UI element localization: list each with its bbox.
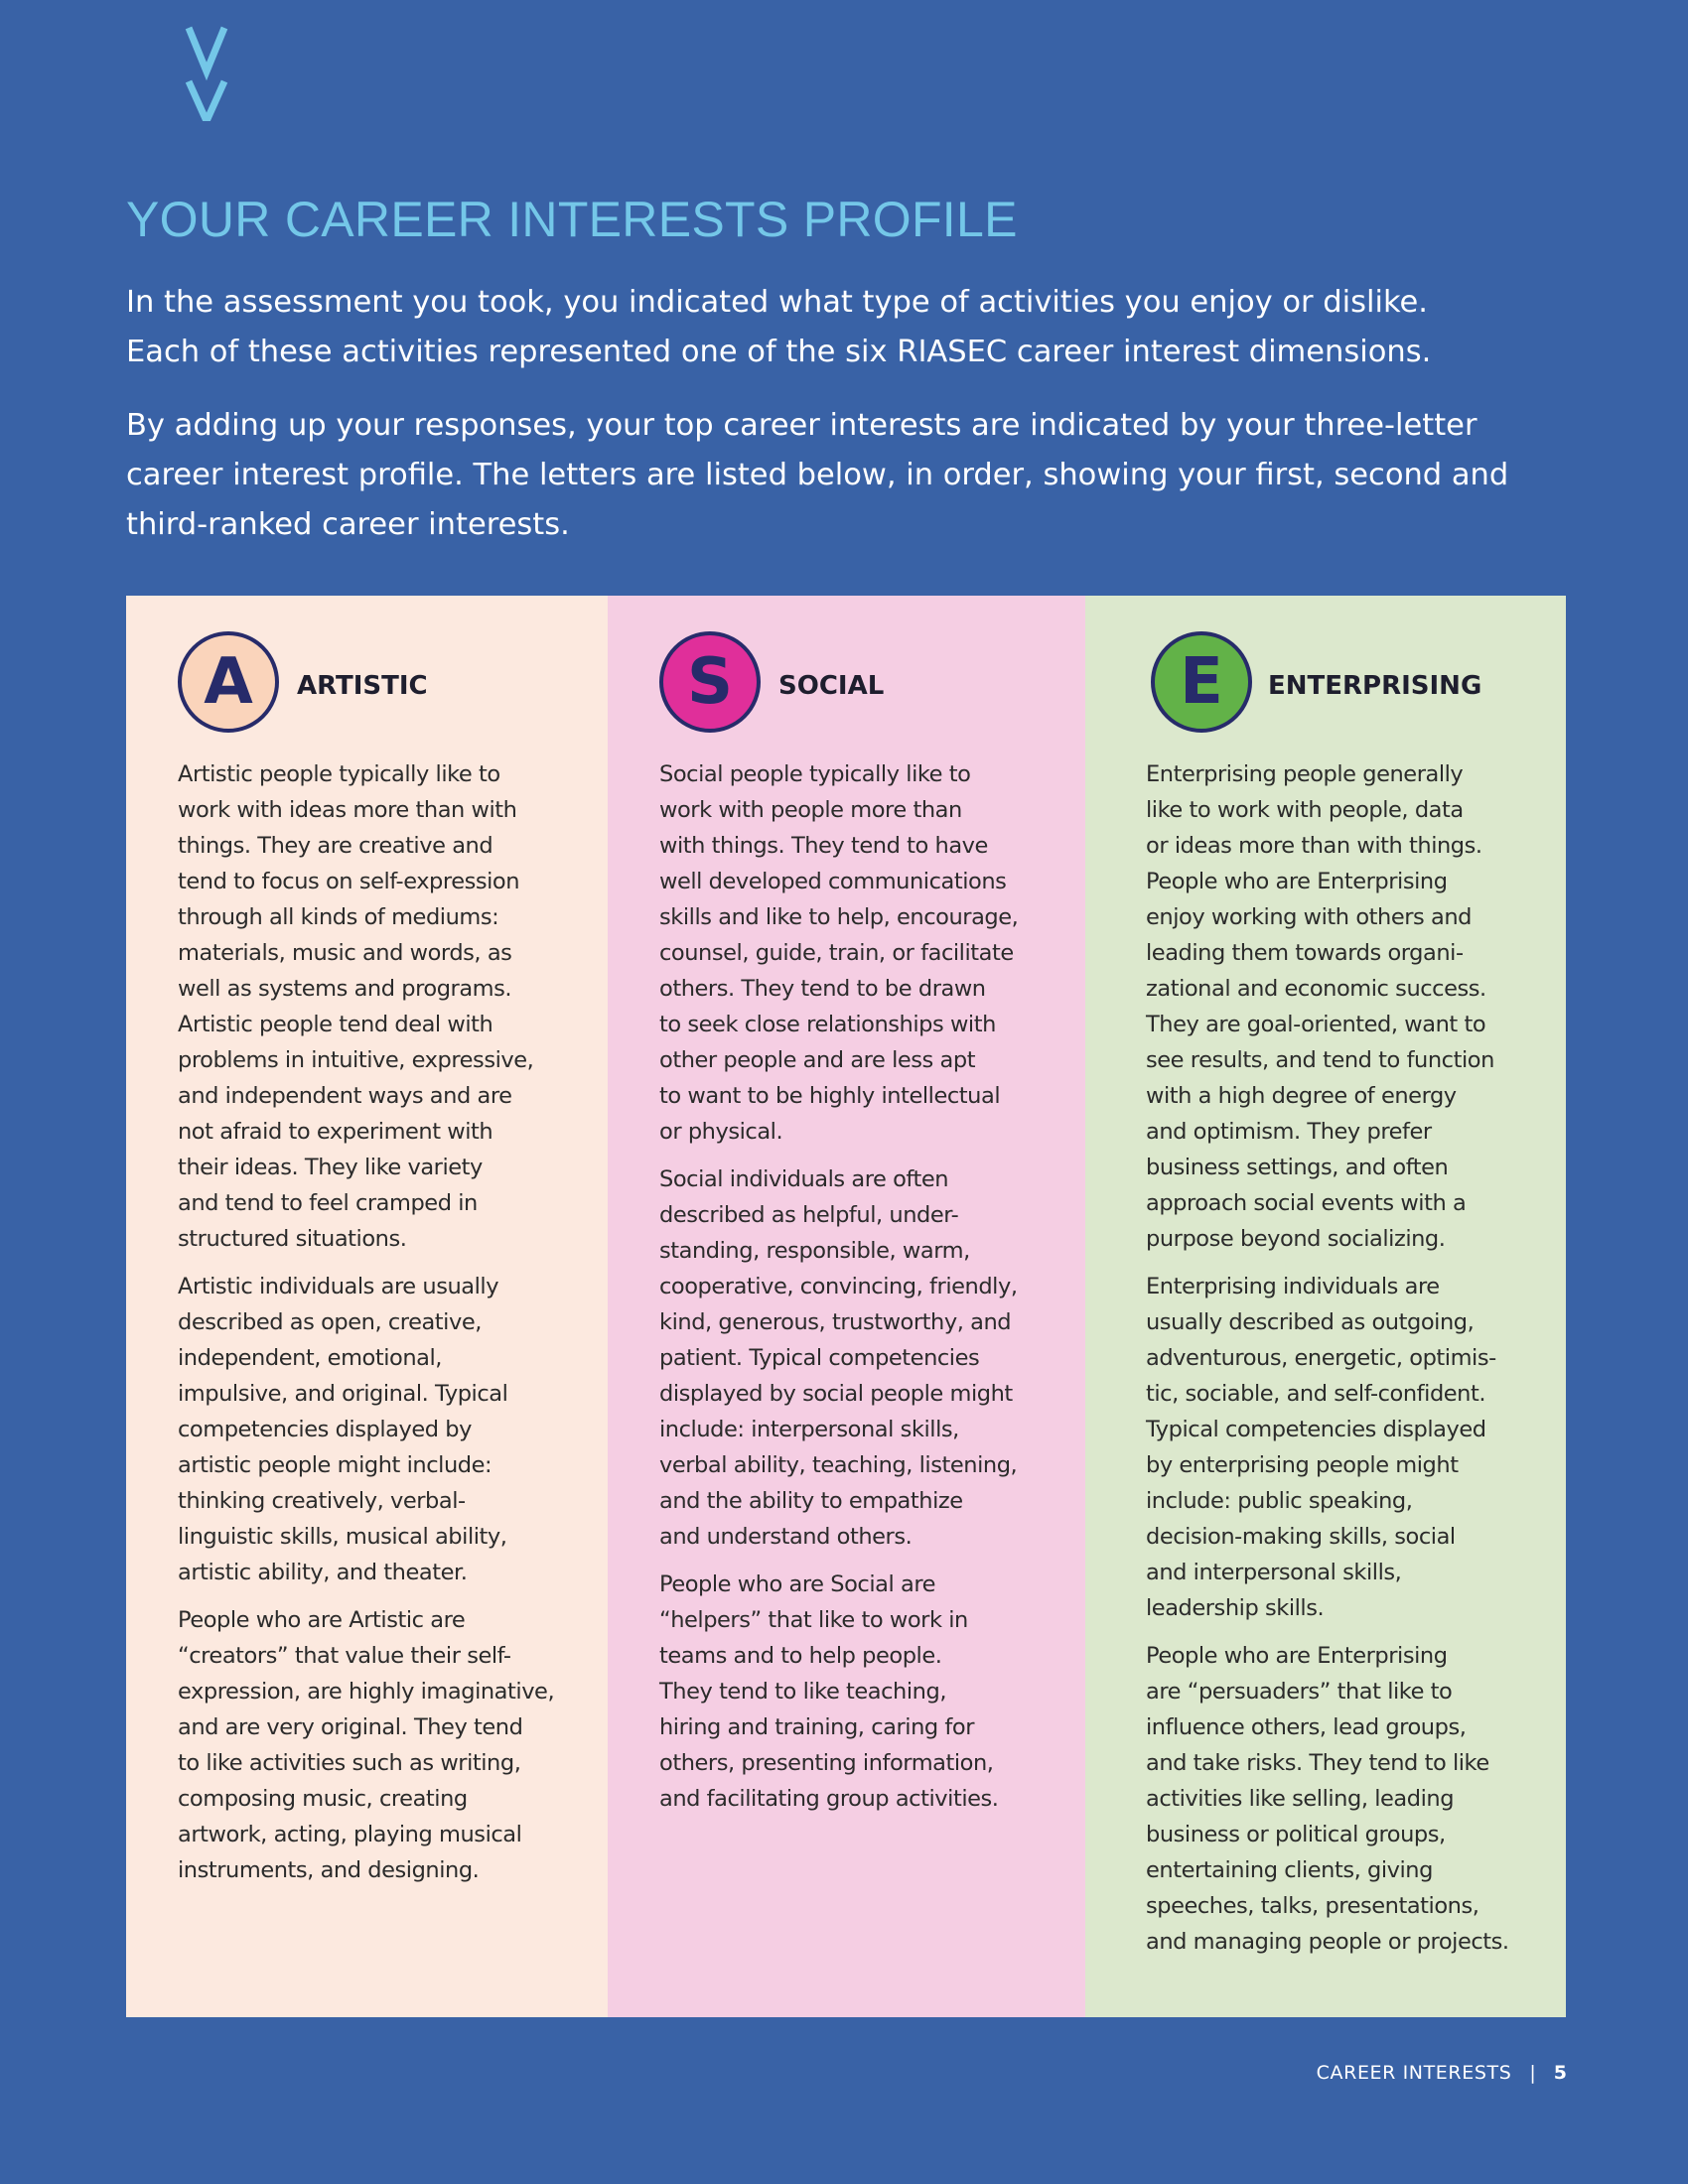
text-line: approach social events with a bbox=[1146, 1190, 1467, 1216]
intro-text bbox=[126, 278, 1576, 574]
text-line: business or political groups, bbox=[1146, 1822, 1446, 1847]
text-line: and take risks. They tend to like bbox=[1146, 1750, 1489, 1776]
social-paragraph bbox=[659, 1161, 1066, 1555]
text-line: adventurous, energetic, optimis- bbox=[1146, 1345, 1496, 1371]
text-line: others. They tend to be drawn bbox=[659, 976, 986, 1002]
text-line: or physical. bbox=[659, 1119, 783, 1145]
intro-line: third-ranked career interests. bbox=[126, 507, 570, 542]
text-line: see results, and tend to function bbox=[1146, 1047, 1494, 1073]
text-line: by enterprising people might bbox=[1146, 1452, 1459, 1478]
text-line: are “persuaders” that like to bbox=[1146, 1679, 1453, 1705]
text-line: speeches, talks, presentations, bbox=[1146, 1893, 1479, 1919]
social-paragraph bbox=[659, 756, 1066, 1150]
intro-line: career interest profile. The letters are listed below, in order, showing your first, second and bbox=[126, 458, 1509, 492]
enterprising-description bbox=[1146, 756, 1553, 1972]
text-line: well developed communications bbox=[659, 869, 1007, 894]
intro-line: In the assessment you took, you indicated what type of activities you enjoy or dislike. bbox=[126, 285, 1428, 320]
artistic-paragraph bbox=[178, 1602, 585, 1888]
text-line: described as helpful, under- bbox=[659, 1202, 959, 1228]
social-letter-badge: S bbox=[659, 631, 761, 733]
text-line: and tend to feel cramped in bbox=[178, 1190, 478, 1216]
page-footer bbox=[1317, 2062, 1567, 2084]
social-description bbox=[659, 756, 1066, 1829]
text-line: to like activities such as writing, bbox=[178, 1750, 521, 1776]
text-line: materials, music and words, as bbox=[178, 940, 512, 966]
page-title: YOUR CAREER INTERESTS PROFILE bbox=[126, 192, 1018, 247]
text-line: patient. Typical competencies bbox=[659, 1345, 980, 1371]
intro-line: By adding up your responses, your top career interests are indicated by your three-letter bbox=[126, 408, 1477, 443]
intro-line: Each of these activities represented one of the six RIASEC career interest dimensions. bbox=[126, 335, 1432, 369]
text-line: tic, sociable, and self-confident. bbox=[1146, 1381, 1486, 1407]
text-line: zational and economic success. bbox=[1146, 976, 1486, 1002]
artistic-paragraph bbox=[178, 756, 585, 1257]
text-line: teams and to help people. bbox=[659, 1643, 942, 1669]
text-line: entertaining clients, giving bbox=[1146, 1857, 1433, 1883]
text-line: counsel, guide, train, or facilitate bbox=[659, 940, 1014, 966]
text-line: instruments, and designing. bbox=[178, 1857, 480, 1883]
text-line: and managing people or projects. bbox=[1146, 1929, 1509, 1955]
text-line: People who are Artistic are bbox=[178, 1607, 466, 1633]
text-line: artistic people might include: bbox=[178, 1452, 492, 1478]
text-line: impulsive, and original. Typical bbox=[178, 1381, 508, 1407]
text-line: composing music, creating bbox=[178, 1786, 468, 1812]
text-line: described as open, creative, bbox=[178, 1309, 482, 1335]
text-line: leadership skills. bbox=[1146, 1595, 1325, 1621]
enterprising-paragraph bbox=[1146, 1269, 1553, 1626]
text-line: include: public speaking, bbox=[1146, 1488, 1413, 1514]
text-line: kind, generous, trustworthy, and bbox=[659, 1309, 1012, 1335]
text-line: with things. They tend to have bbox=[659, 833, 988, 859]
enterprising-letter-badge: E bbox=[1151, 631, 1252, 733]
profile-cards bbox=[126, 596, 1566, 2017]
enterprising-paragraph bbox=[1146, 756, 1553, 1257]
text-line: enjoy working with others and bbox=[1146, 904, 1472, 930]
text-line: standing, responsible, warm, bbox=[659, 1238, 970, 1264]
double-chevron-down-icon bbox=[185, 22, 228, 121]
footer-section-label: CAREER INTERESTS bbox=[1316, 2062, 1512, 2084]
text-line: Enterprising people generally bbox=[1146, 761, 1464, 787]
text-line: work with ideas more than with bbox=[178, 797, 517, 823]
text-line: business settings, and often bbox=[1146, 1155, 1449, 1180]
enterprising-heading: ENTERPRISING bbox=[1268, 671, 1482, 701]
text-line: displayed by social people might bbox=[659, 1381, 1013, 1407]
artistic-letter-badge: A bbox=[178, 631, 279, 733]
text-line: work with people more than bbox=[659, 797, 962, 823]
text-line: competencies displayed by bbox=[178, 1417, 472, 1442]
text-line: decision-making skills, social bbox=[1146, 1524, 1456, 1550]
text-line: “creators” that value their self- bbox=[178, 1643, 511, 1669]
text-line: and independent ways and are bbox=[178, 1083, 512, 1109]
text-line: Artistic individuals are usually bbox=[178, 1274, 499, 1299]
text-line: linguistic skills, musical ability, bbox=[178, 1524, 507, 1550]
text-line: things. They are creative and bbox=[178, 833, 493, 859]
text-line: Artistic people typically like to bbox=[178, 761, 500, 787]
text-line: “helpers” that like to work in bbox=[659, 1607, 968, 1633]
text-line: verbal ability, teaching, listening, bbox=[659, 1452, 1018, 1478]
text-line: activities like selling, leading bbox=[1146, 1786, 1455, 1812]
text-line: problems in intuitive, expressive, bbox=[178, 1047, 534, 1073]
page-number: 5 bbox=[1553, 2062, 1567, 2084]
text-line: to want to be highly intellectual bbox=[659, 1083, 1001, 1109]
artistic-description bbox=[178, 756, 585, 1900]
footer-separator: | bbox=[1529, 2062, 1536, 2084]
text-line: include: interpersonal skills, bbox=[659, 1417, 959, 1442]
text-line: influence others, lead groups, bbox=[1146, 1714, 1467, 1740]
text-line: and facilitating group activities. bbox=[659, 1786, 999, 1812]
text-line: their ideas. They like variety bbox=[178, 1155, 483, 1180]
text-line: They are goal-oriented, want to bbox=[1146, 1012, 1486, 1037]
text-line: purpose beyond socializing. bbox=[1146, 1226, 1446, 1252]
text-line: hiring and training, caring for bbox=[659, 1714, 975, 1740]
text-line: with a high degree of energy bbox=[1146, 1083, 1457, 1109]
text-line: usually described as outgoing, bbox=[1146, 1309, 1475, 1335]
text-line: leading them towards organi- bbox=[1146, 940, 1464, 966]
text-line: to seek close relationships with bbox=[659, 1012, 996, 1037]
text-line: Social individuals are often bbox=[659, 1166, 949, 1192]
text-line: and are very original. They tend bbox=[178, 1714, 523, 1740]
text-line: through all kinds of mediums: bbox=[178, 904, 499, 930]
text-line: skills and like to help, encourage, bbox=[659, 904, 1019, 930]
text-line: tend to focus on self-expression bbox=[178, 869, 520, 894]
text-line: well as systems and programs. bbox=[178, 976, 512, 1002]
text-line: artistic ability, and theater. bbox=[178, 1560, 468, 1585]
enterprising-card bbox=[1085, 596, 1566, 2017]
social-card bbox=[608, 596, 1085, 2017]
text-line: and the ability to empathize bbox=[659, 1488, 963, 1514]
text-line: independent, emotional, bbox=[178, 1345, 443, 1371]
text-line: expression, are highly imaginative, bbox=[178, 1679, 555, 1705]
text-line: They tend to like teaching, bbox=[659, 1679, 947, 1705]
text-line: or ideas more than with things. bbox=[1146, 833, 1482, 859]
text-line: artwork, acting, playing musical bbox=[178, 1822, 522, 1847]
text-line: not afraid to experiment with bbox=[178, 1119, 493, 1145]
social-heading: SOCIAL bbox=[778, 671, 885, 701]
text-line: People who are Social are bbox=[659, 1571, 936, 1597]
text-line: Social people typically like to bbox=[659, 761, 971, 787]
intro-paragraph-1 bbox=[126, 278, 1576, 377]
text-line: like to work with people, data bbox=[1146, 797, 1464, 823]
artistic-card bbox=[126, 596, 608, 2017]
text-line: Typical competencies displayed bbox=[1146, 1417, 1486, 1442]
text-line: Enterprising individuals are bbox=[1146, 1274, 1440, 1299]
text-line: and interpersonal skills, bbox=[1146, 1560, 1402, 1585]
text-line: Artistic people tend deal with bbox=[178, 1012, 493, 1037]
artistic-paragraph bbox=[178, 1269, 585, 1590]
text-line: and understand others. bbox=[659, 1524, 913, 1550]
enterprising-paragraph bbox=[1146, 1638, 1553, 1960]
intro-paragraph-2 bbox=[126, 401, 1576, 550]
text-line: structured situations. bbox=[178, 1226, 407, 1252]
text-line: thinking creatively, verbal- bbox=[178, 1488, 466, 1514]
text-line: others, presenting information, bbox=[659, 1750, 994, 1776]
text-line: People who are Enterprising bbox=[1146, 1643, 1448, 1669]
text-line: other people and are less apt bbox=[659, 1047, 976, 1073]
text-line: cooperative, convincing, friendly, bbox=[659, 1274, 1018, 1299]
text-line: People who are Enterprising bbox=[1146, 869, 1448, 894]
artistic-heading: ARTISTIC bbox=[297, 671, 428, 701]
social-paragraph bbox=[659, 1567, 1066, 1817]
text-line: and optimism. They prefer bbox=[1146, 1119, 1432, 1145]
